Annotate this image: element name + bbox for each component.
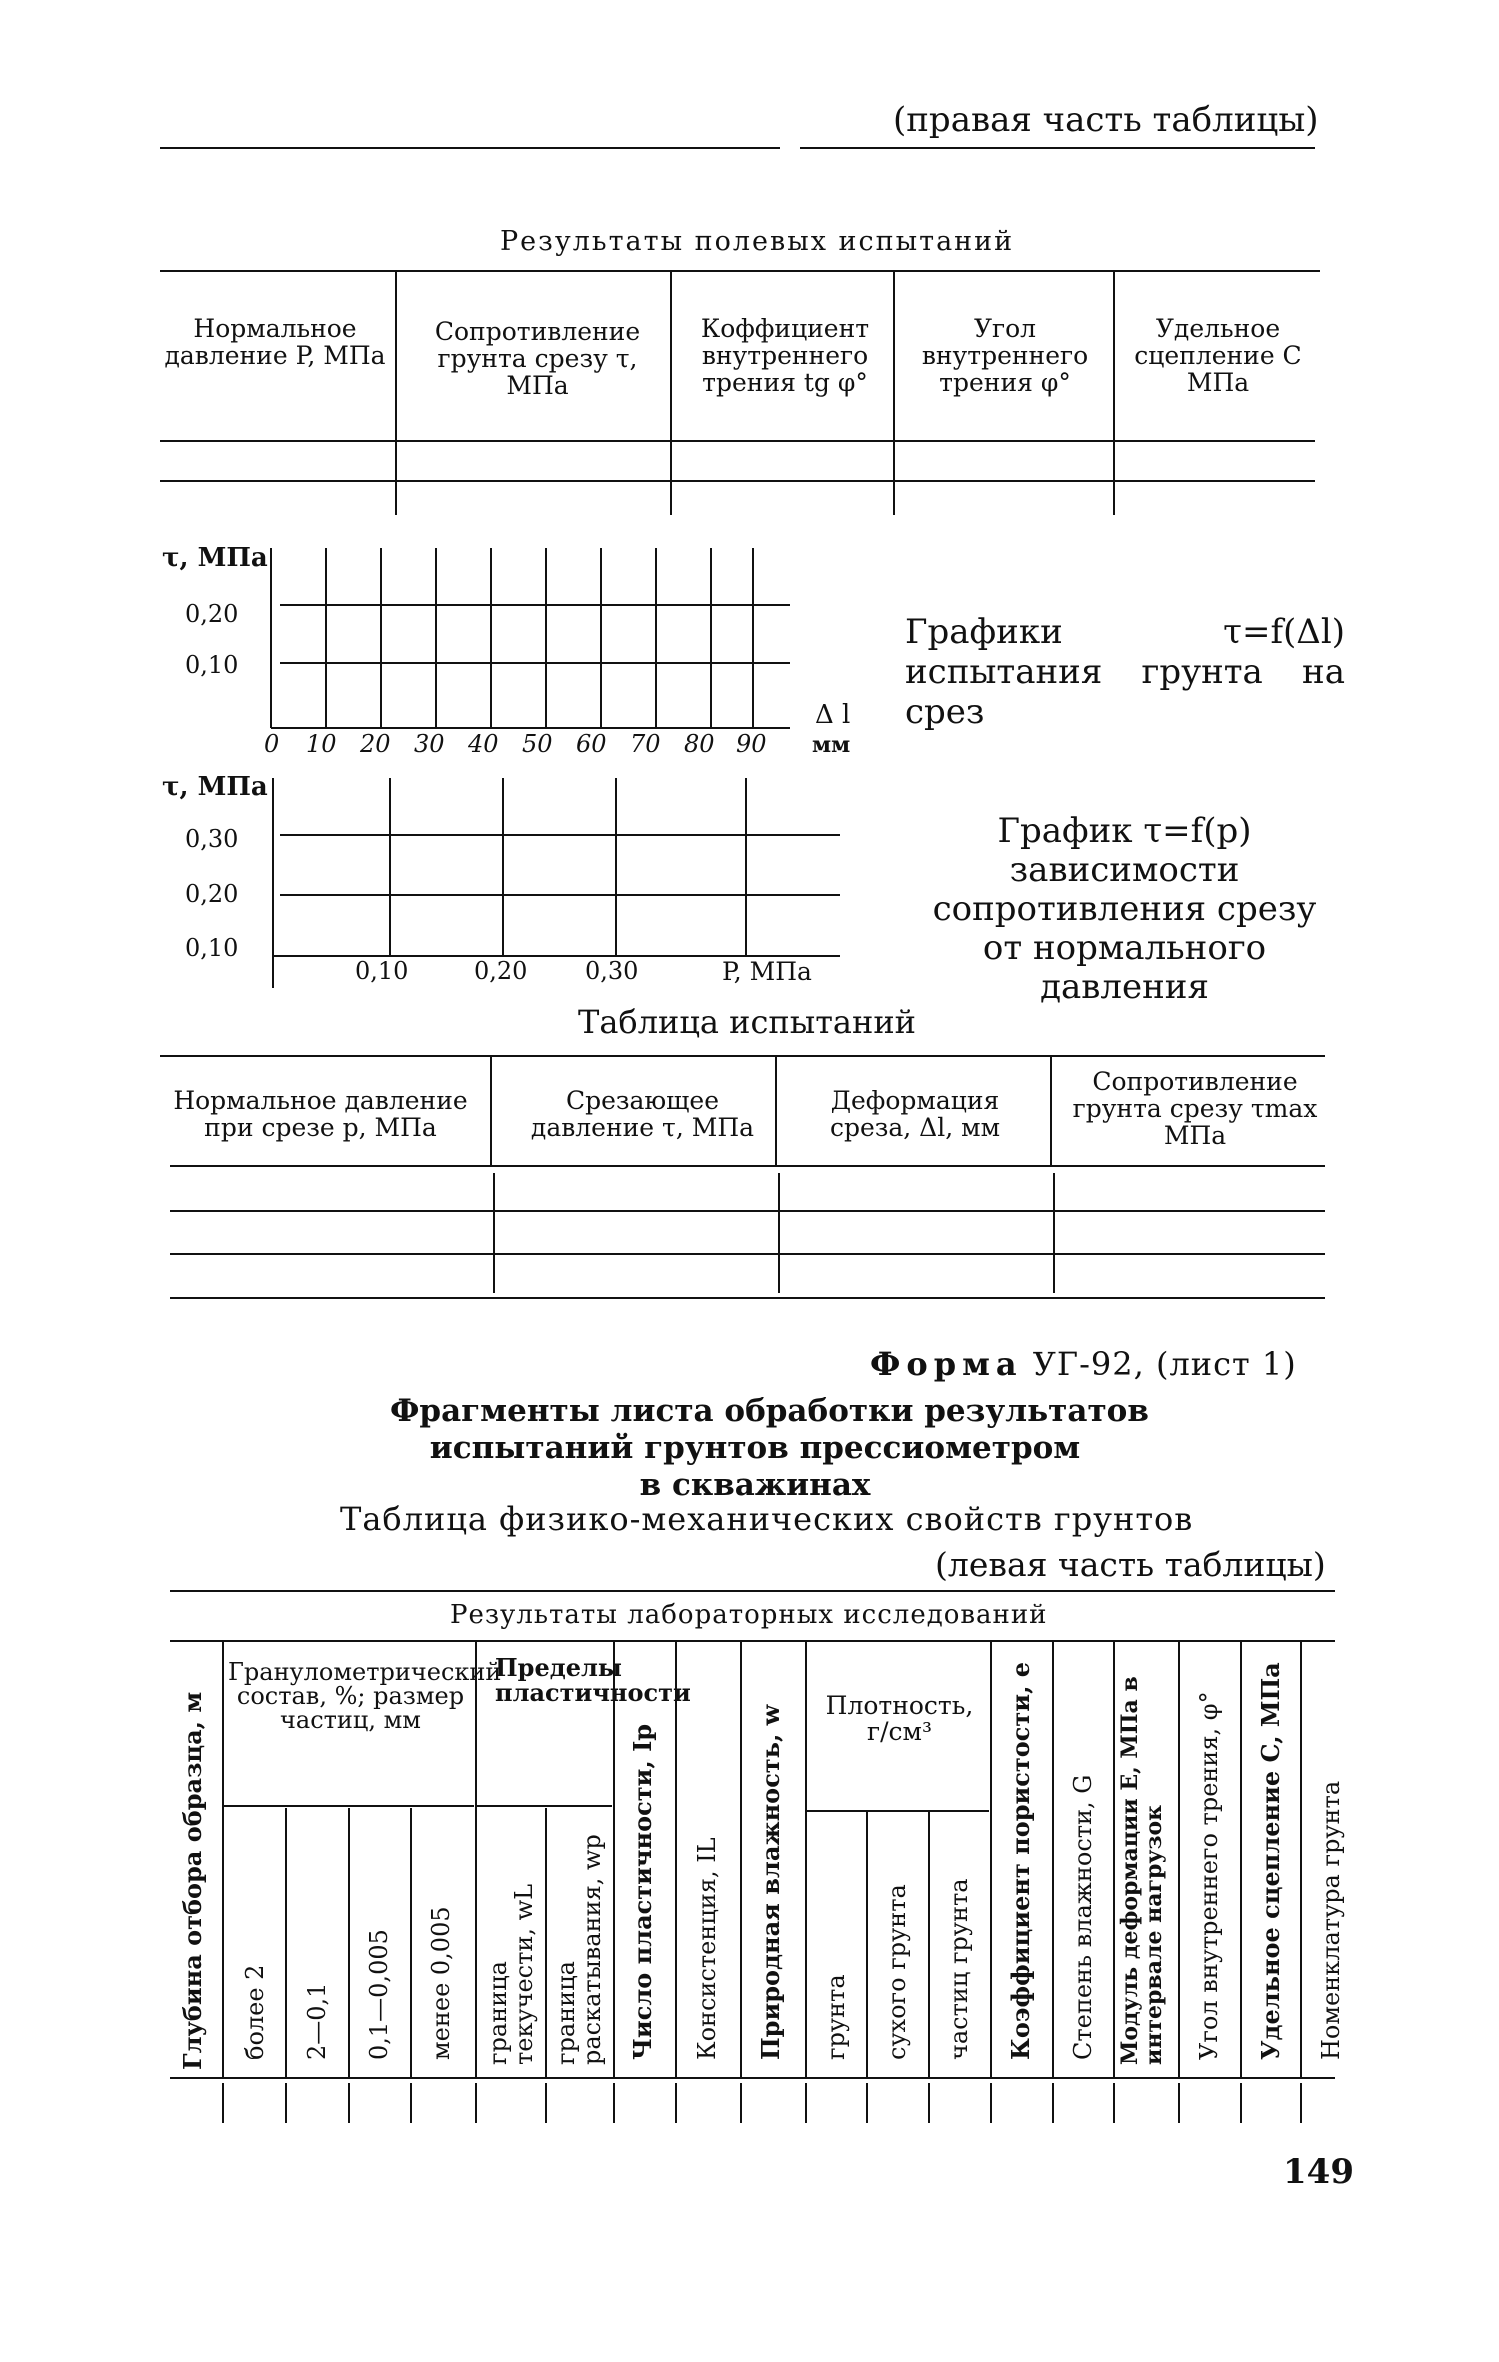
- col-divider: [545, 1808, 547, 2077]
- col-friction-angle: Угол внутреннего трения, φ°: [1195, 1691, 1223, 2060]
- row-divider: [545, 2083, 547, 2123]
- graph1-xtick: 60: [576, 730, 607, 758]
- lab-results-header: Результаты лабораторных исследований: [450, 1600, 1048, 1630]
- col-divider: [866, 1812, 868, 2077]
- col-divider: [990, 1642, 992, 2077]
- row-divider: [475, 2083, 477, 2123]
- graph1-ytick: 0,20: [185, 600, 239, 628]
- row-divider: [1113, 440, 1115, 515]
- col-divider: [348, 1808, 350, 2077]
- col-divider: [670, 272, 672, 440]
- row-divider: [866, 2083, 868, 2123]
- table-rule: [170, 1297, 1325, 1299]
- col-dry-density: сухого грунта: [883, 1884, 911, 2060]
- col-nomenclature: Номенклатура грунта: [1317, 1780, 1345, 2060]
- graph2-xlabel: P, МПа: [722, 957, 812, 986]
- col-divider: [222, 1642, 224, 2077]
- col-divider: [490, 1057, 492, 1165]
- graph2-ytick: 0,20: [185, 880, 239, 908]
- col-cohesion: Удельное сцепление C МПа: [1134, 314, 1302, 397]
- test-table-title: Таблица испытаний: [578, 1003, 916, 1041]
- row-divider: [740, 2083, 742, 2123]
- graph1-xtick: 40: [468, 730, 499, 758]
- table-rule: [170, 1253, 1325, 1255]
- graph1-xtick: 70: [630, 730, 661, 758]
- row-divider: [893, 440, 895, 515]
- form-title-line3: в скважинах: [639, 1467, 871, 1503]
- col-modulus: Модуль деформации E, МПа в интервале нагрузок: [1117, 1676, 1167, 2065]
- col-divider: [410, 1808, 412, 2077]
- col-divider: [1113, 272, 1115, 440]
- col-natural-moisture: Природная влажность, w: [756, 1704, 785, 2060]
- row-divider: [675, 2083, 677, 2123]
- table-rule: [160, 440, 1315, 442]
- row-divider: [285, 2083, 287, 2123]
- graph1-xtick: 50: [522, 730, 553, 758]
- col-plastic-limit: граница раскатывания, wp: [552, 1834, 606, 2065]
- row-divider: [493, 1173, 495, 1293]
- col-shear-pressure: Срезающее давление τ, МПа: [530, 1086, 755, 1142]
- col-0-1-0-005: 0,1—0,005: [365, 1929, 393, 2060]
- form-label: [870, 1345, 1297, 1383]
- form-number: УГ-92, (лист 1): [1032, 1345, 1297, 1383]
- col-shear-resistance-max: Сопротивление грунта срезу τmax МПа: [1072, 1067, 1318, 1150]
- form-title-line2: испытаний грунтов прессиометром: [429, 1430, 1081, 1466]
- graph2-ytick: 0,30: [185, 825, 239, 853]
- graph1-xtick: 90: [736, 730, 767, 758]
- table-rule: [170, 1590, 1335, 1592]
- col-divider: [1052, 1642, 1054, 2077]
- col-saturation: Степень влажности, G: [1069, 1774, 1097, 2060]
- row-divider: [348, 2083, 350, 2123]
- row-divider: [1052, 2083, 1054, 2123]
- form-title-line1: Фрагменты листа обработки результатов: [390, 1393, 1149, 1429]
- col-divider: [613, 1642, 615, 2077]
- graph2-ytick: 0,10: [185, 934, 239, 962]
- row-divider: [1178, 2083, 1180, 2123]
- col-divider: [475, 1642, 477, 2077]
- graph1-caption: Графики τ=f(Δl) испытания грунта на срез: [905, 612, 1345, 732]
- col-divider: [1178, 1642, 1180, 2077]
- col-divider: [1050, 1057, 1052, 1165]
- row-divider: [1300, 2083, 1302, 2123]
- col-depth: Глубина отбора образца, м: [178, 1691, 207, 2070]
- col-divider: [893, 272, 895, 440]
- granulometric-header: Гранулометрический состав, %; размер частиц, мм: [228, 1658, 502, 1734]
- row-divider: [395, 440, 397, 515]
- row-divider: [1053, 1173, 1055, 1293]
- table-rule: [170, 2077, 1335, 2079]
- table-rule: [160, 1055, 1325, 1057]
- graph1-xtick: 30: [414, 730, 445, 758]
- row-divider: [222, 2083, 224, 2123]
- row-divider: [613, 2083, 615, 2123]
- form-word: Форма: [870, 1345, 1023, 1383]
- col-friction-angle: Угол внутреннего трения φ°: [921, 314, 1089, 397]
- col-divider: [1113, 1642, 1115, 2077]
- row-divider: [990, 2083, 992, 2123]
- col-soil-density: грунта: [822, 1974, 850, 2060]
- col-divider: [395, 272, 397, 440]
- graph1-xlabel: Δ l: [815, 700, 851, 730]
- table-rule: [170, 1640, 1335, 1642]
- graph1-ylabel: τ, МПа: [162, 543, 268, 573]
- density-header: Плотность, г/см³: [825, 1691, 974, 1746]
- graph1-xtick: 20: [360, 730, 391, 758]
- row-divider: [805, 2083, 807, 2123]
- col-divider: [1240, 1642, 1242, 2077]
- col-less-0-005: менее 0,005: [427, 1906, 455, 2060]
- col-normal-pressure: Нормальное давление P, МПа: [164, 314, 386, 370]
- col-consistency: Консистенция, IL: [693, 1837, 721, 2060]
- graph2-xtick: 0,10: [355, 957, 409, 985]
- graph2-xtick: 0,20: [474, 957, 528, 985]
- graph2-xtick: 0,30: [585, 957, 639, 985]
- col-divider: [775, 1057, 777, 1165]
- graph1-xtick: 10: [306, 730, 337, 758]
- col-divider: [805, 1642, 807, 2077]
- field-results-header: Результаты полевых испытаний: [500, 226, 1015, 257]
- col-liquid-limit: граница текучести, wL: [484, 1883, 538, 2065]
- table-rule: [160, 147, 780, 149]
- row-divider: [928, 2083, 930, 2123]
- col-2-0-1: 2—0,1: [303, 1982, 331, 2060]
- right-part-label: (правая часть таблицы): [893, 100, 1319, 140]
- col-shear-deformation: Деформация среза, Δl, мм: [829, 1086, 1001, 1142]
- col-divider: [928, 1812, 930, 2077]
- col-more-than-2: более 2: [241, 1964, 269, 2060]
- graph1-xunit: мм: [812, 732, 851, 758]
- subheader-rule: [477, 1805, 612, 1807]
- subheader-rule: [224, 1805, 474, 1807]
- subheader-rule: [807, 1810, 989, 1812]
- page-number: 149: [1283, 2152, 1354, 2192]
- table-rule: [160, 270, 1320, 272]
- col-normal-pressure-shear: Нормальное давление при срезе p, МПа: [173, 1086, 468, 1142]
- graph1-xtick: 0: [264, 730, 280, 758]
- table-rule: [160, 480, 1315, 482]
- left-part-label: (левая часть таблицы): [935, 1545, 1326, 1584]
- table-rule: [170, 1210, 1325, 1212]
- col-divider: [1300, 1642, 1302, 2077]
- graph1-ytick: 0,10: [185, 651, 239, 679]
- col-divider: [740, 1642, 742, 2077]
- row-divider: [778, 1173, 780, 1293]
- form-subtitle: Таблица физико-механических свойств грунтов: [340, 1500, 1194, 1538]
- row-divider: [1113, 2083, 1115, 2123]
- row-divider: [1240, 2083, 1242, 2123]
- col-shear-resistance: Сопротивление грунта срезу τ, МПа: [434, 317, 641, 400]
- graph2-caption: График τ=f(p) зависимости сопротивления срезу от нормального давления: [932, 811, 1317, 1007]
- col-plasticity-index: Число пластичности, Ip: [628, 1723, 657, 2060]
- col-divider: [675, 1642, 677, 2077]
- graph1-xtick: 80: [684, 730, 715, 758]
- graph2-ylabel: τ, МПа: [162, 772, 268, 802]
- plasticity-limits-header: Пределы пластичности: [495, 1653, 691, 1707]
- col-friction-coef: Коффициент внутреннего трения tg φ°: [700, 314, 870, 397]
- table-rule: [170, 1165, 1325, 1167]
- graph1-plot: [260, 548, 800, 738]
- col-porosity: Коэффициент пористости, e: [1006, 1661, 1035, 2060]
- row-divider: [410, 2083, 412, 2123]
- col-particle-density: частиц грунта: [945, 1878, 973, 2060]
- col-cohesion: Удельное сцепление C, МПа: [1256, 1662, 1285, 2060]
- row-divider: [670, 440, 672, 515]
- col-divider: [285, 1808, 287, 2077]
- table-rule: [800, 147, 1315, 149]
